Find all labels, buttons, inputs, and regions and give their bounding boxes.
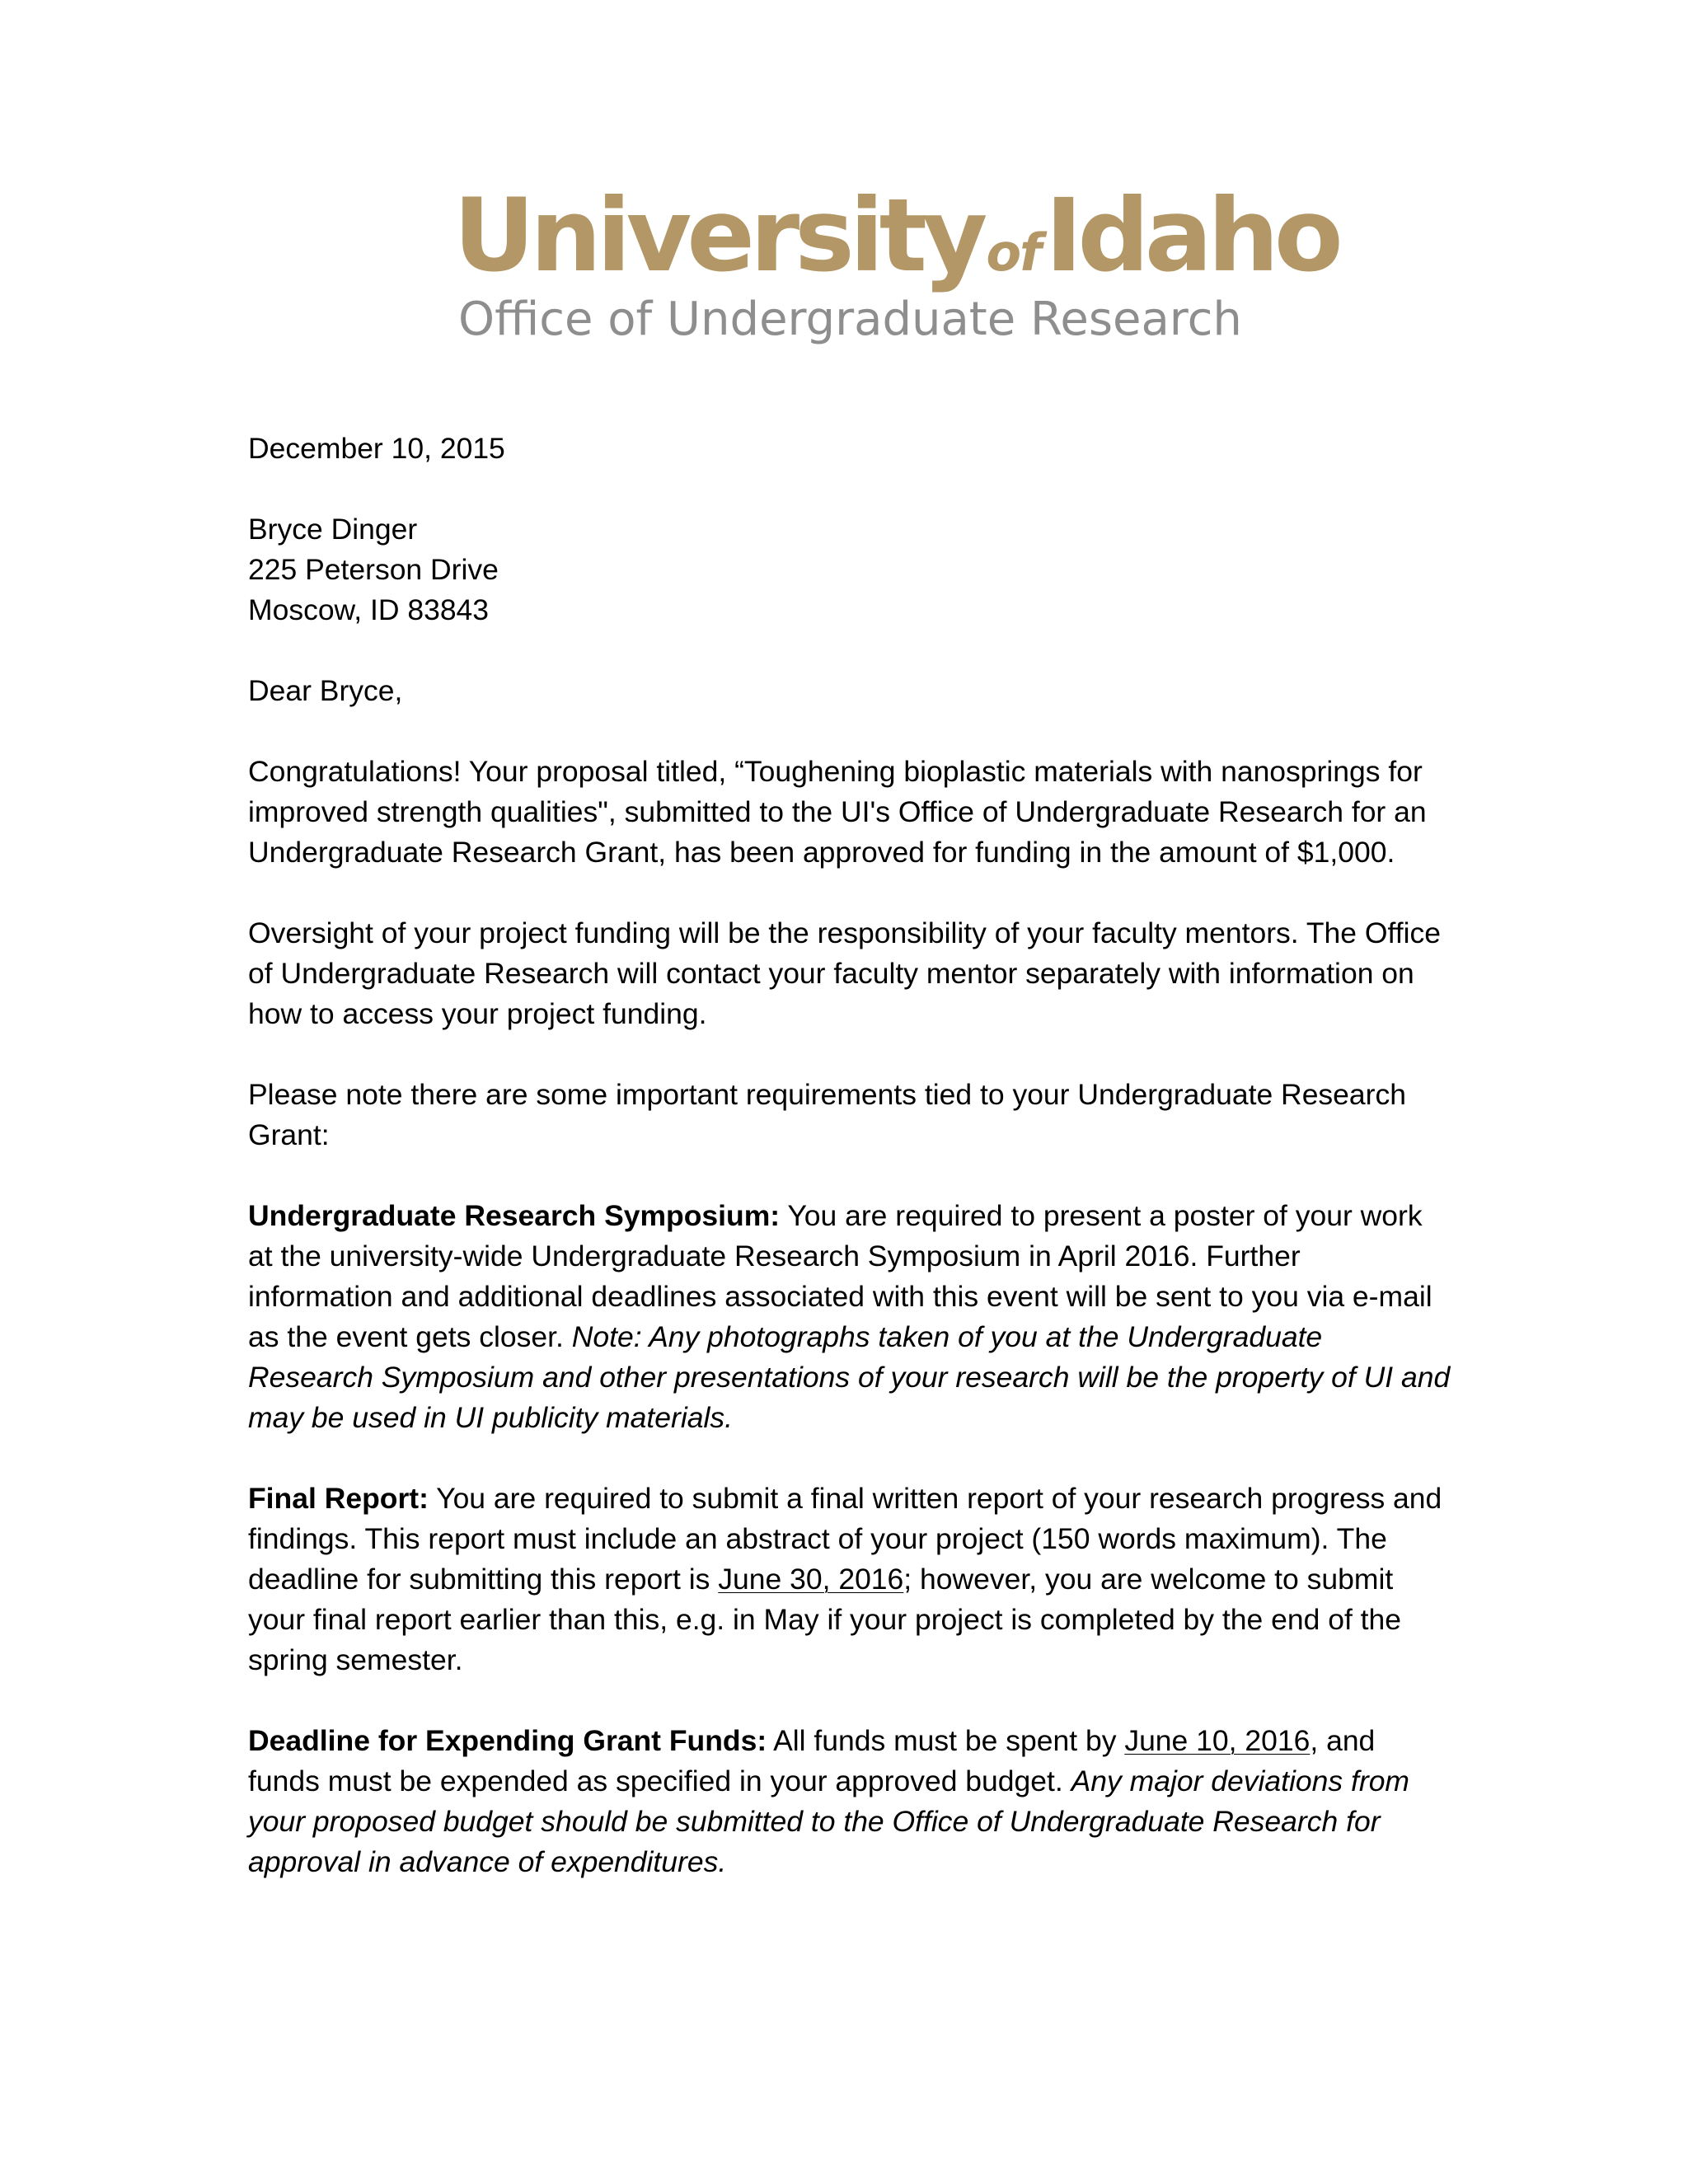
final-report-text-before: You are required to submit a final written report of your research progress and findings. This report must include an abstract of your project (150 words maximum). The deadline for submitting this report is	[248, 1482, 1442, 1596]
paragraph-symposium	[248, 1196, 1451, 1438]
letterhead-logo	[453, 177, 1339, 346]
paragraph-final-report	[248, 1479, 1451, 1680]
wordmark-university: University	[453, 177, 983, 294]
office-subtitle: Office of Undergraduate Research	[458, 293, 1242, 346]
salutation: Dear Bryce,	[248, 674, 403, 707]
symposium-text: You are required to present a poster of your work at the university-wide Undergraduate Research Symposium in April 2016. Further information and additional deadlines associated with this event will be sent to you via e-mail as the event gets closer.	[248, 1199, 1432, 1353]
paragraph-requirements-intro: Please note there are some important requirements tied to your Undergraduate Research Grant:	[248, 1078, 1406, 1151]
final-report-deadline: June 30, 2016	[718, 1563, 904, 1596]
final-report-text-after: ; however, you are welcome to submit your final report earlier than this, e.g. in May if your project is completed by the end of the spring semester.	[248, 1563, 1402, 1676]
paragraph-oversight: Oversight of your project funding will be the responsibility of your faculty mentors. The Office of Undergraduate Research will contact your faculty mentor separately with information on how to access your project funding.	[248, 916, 1441, 1030]
letter-body	[248, 429, 1451, 1923]
expending-text-after: , and funds must be expended as specified in your approved budget.	[248, 1724, 1376, 1797]
wordmark-idaho: Idaho	[1045, 177, 1339, 294]
recipient-address	[248, 509, 1451, 630]
expending-heading: Deadline for Expending Grant Funds:	[248, 1724, 767, 1757]
paragraph-congratulations: Congratulations! Your proposal titled, “Toughening bioplastic materials with nanosprings for improved strength qualities", submitted to the UI's Office of Undergraduate Research for an Undergraduate Research Grant, has been approved for funding in the amount of $1,000.	[248, 755, 1427, 869]
expending-deadline: June 10, 2016	[1124, 1724, 1311, 1757]
symposium-heading: Undergraduate Research Symposium:	[248, 1199, 781, 1232]
recipient-street: 225 Peterson Drive	[248, 553, 499, 586]
recipient-name: Bryce Dinger	[248, 513, 418, 546]
symposium-note: Note: Any photographs taken of you at the Undergraduate Research Symposium and other presentations of your research will be the property of UI and may be used in UI publicity materials.	[248, 1320, 1451, 1434]
expending-text-before: All funds must be spent by	[767, 1724, 1125, 1757]
recipient-city: Moscow, ID 83843	[248, 593, 490, 626]
letter-date: December 10, 2015	[248, 432, 505, 465]
final-report-heading: Final Report:	[248, 1482, 429, 1515]
expending-note: Any major deviations from your proposed budget should be submitted to the Office of Undergraduate Research for approval in advance of expenditures.	[248, 1765, 1410, 1878]
university-wordmark	[453, 177, 1339, 294]
paragraph-expending-funds	[248, 1721, 1451, 1882]
wordmark-of: of	[986, 223, 1041, 283]
